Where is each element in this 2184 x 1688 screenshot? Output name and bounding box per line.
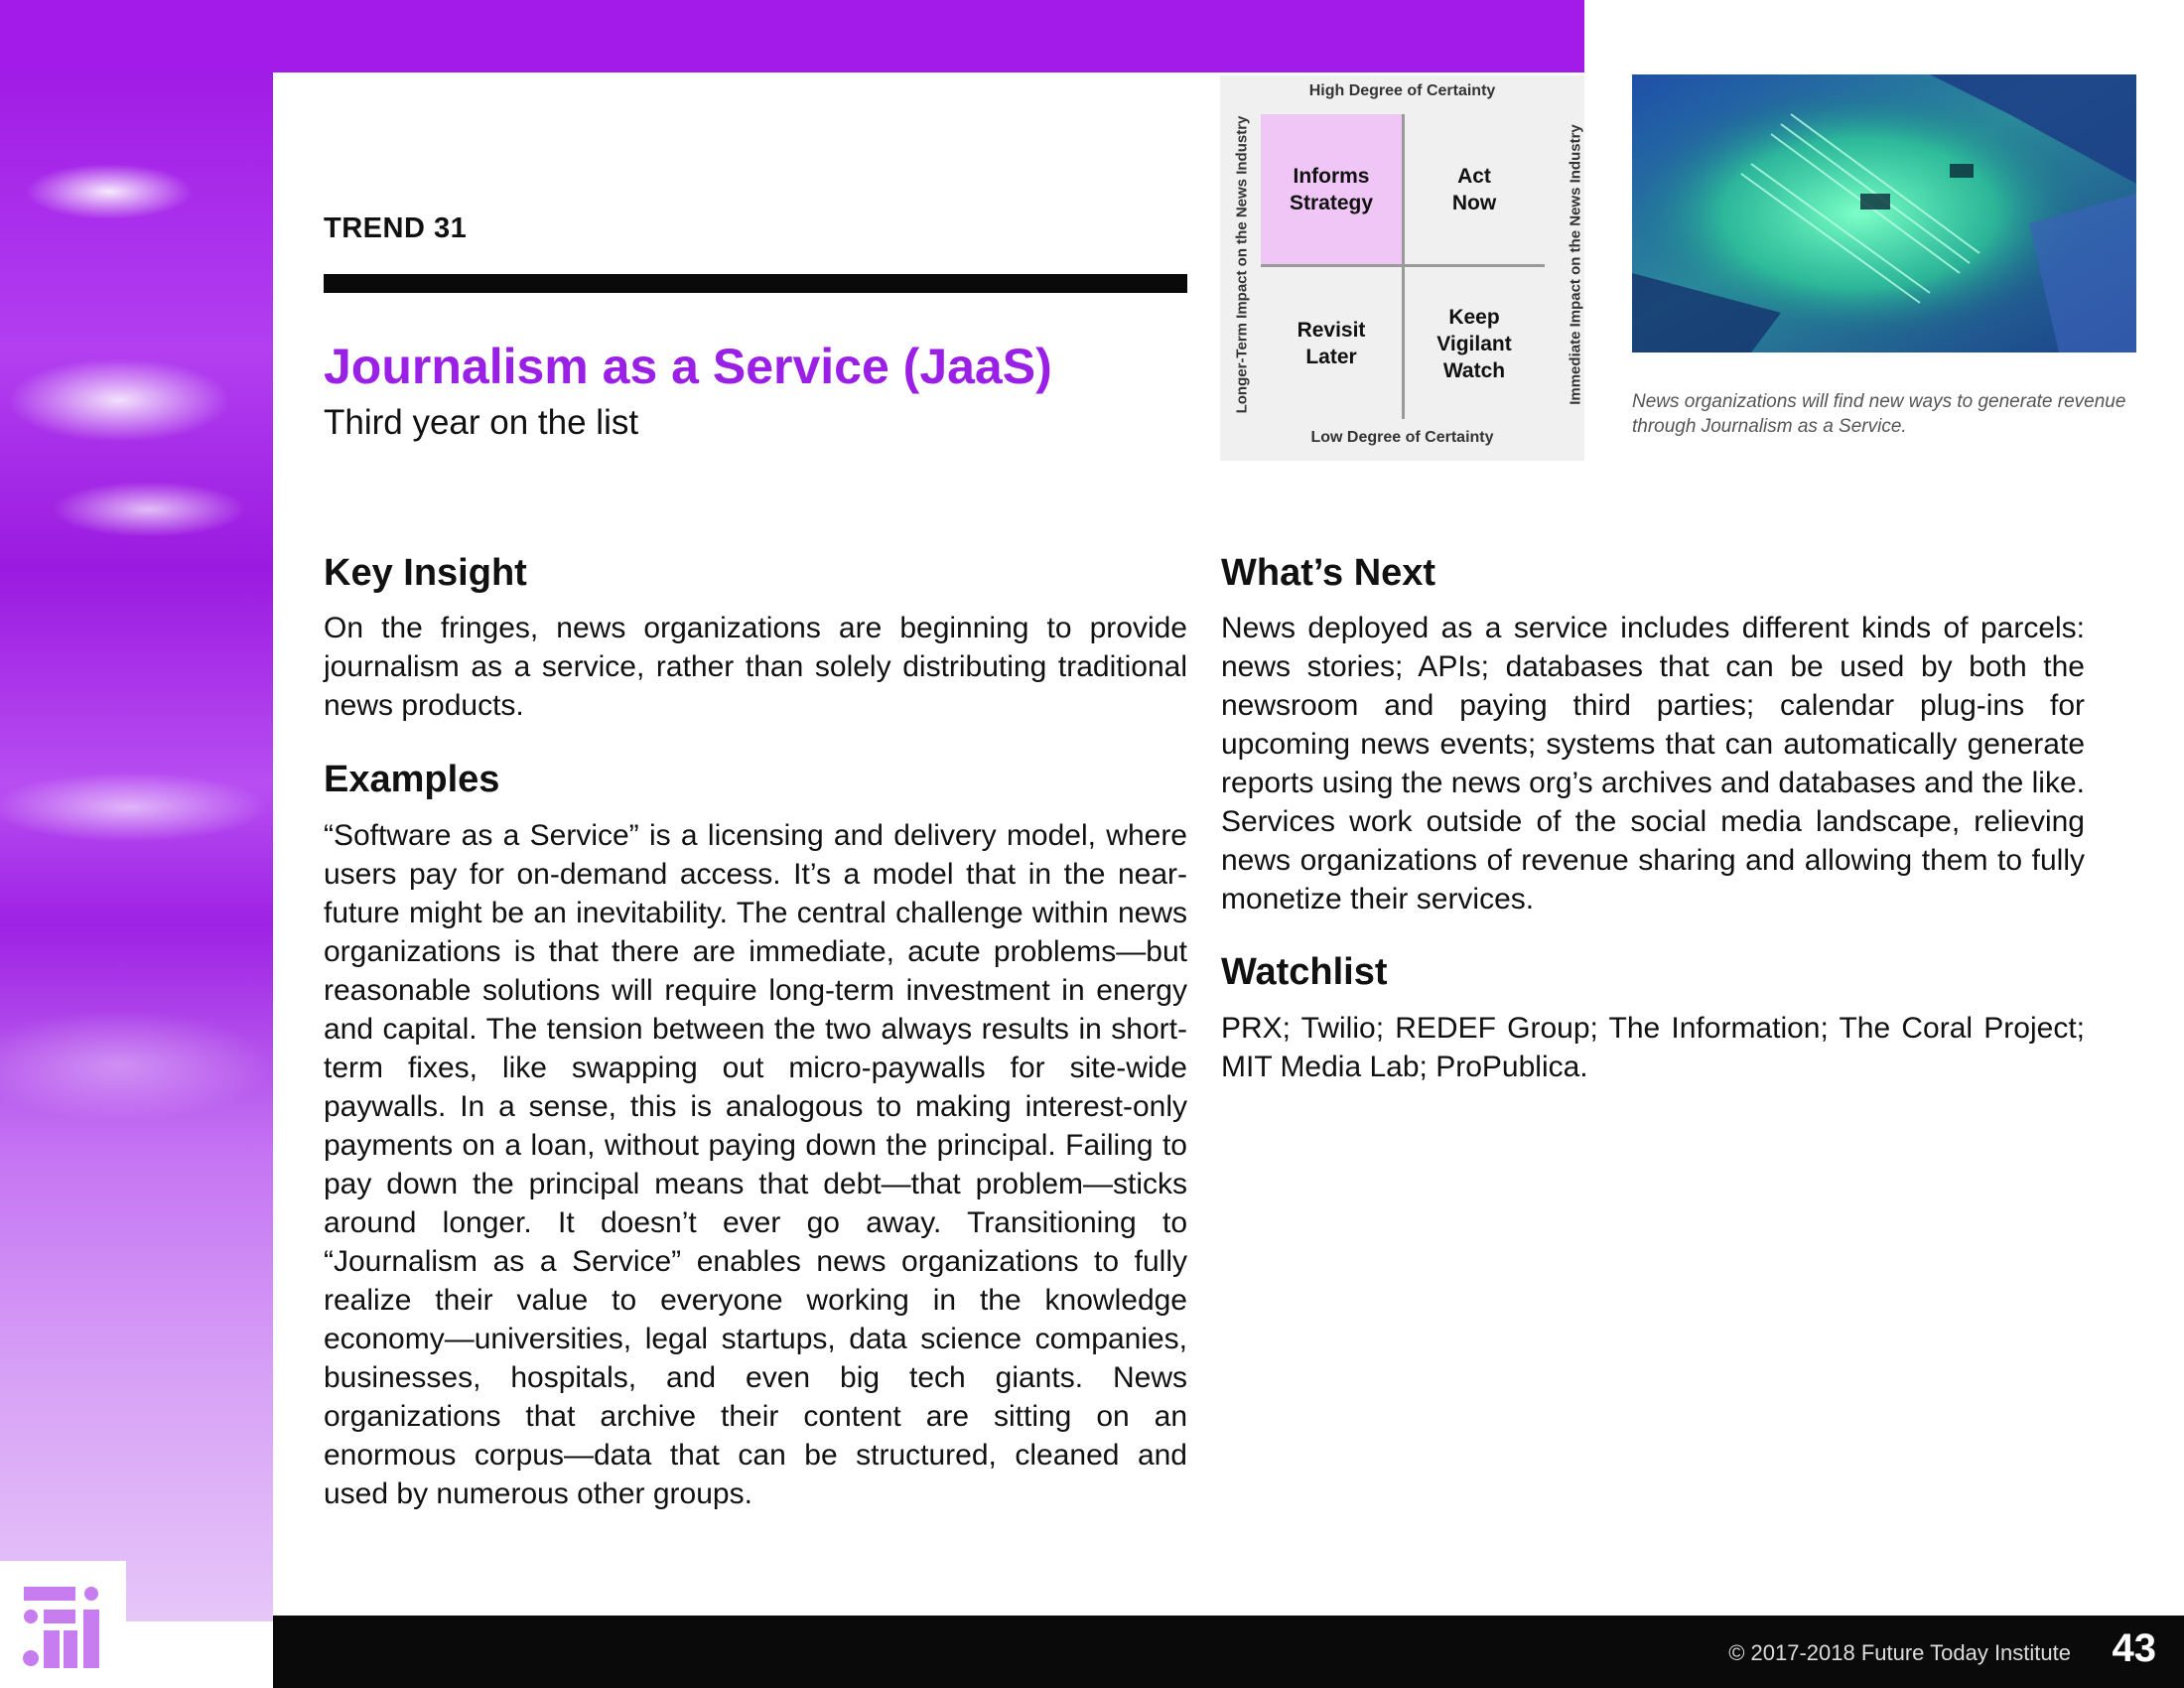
matrix-horizontal-divider	[1261, 264, 1545, 267]
matrix-bottom-label: Low Degree of Certainty	[1310, 429, 1494, 446]
whats-next-body: News deployed as a service includes different kinds of parcels: news stories; APIs; databases that can be used by both the newsroom and paying third parties; calendar plug-ins for upcoming news events; systems that can automatically generate reports using the news org’s archives and databases and the like. Services work outside of the social media landscape, relieving news organizations of revenue sharing and allowing them to fully monetize their services.	[1221, 612, 2085, 915]
matrix-cell-revisit-later: Revisit Later	[1297, 319, 1366, 368]
matrix-top-label: High Degree of Certainty	[1308, 82, 1496, 99]
matrix-right-label: Immediate Impact on the News Industry	[1567, 124, 1584, 405]
circuit-board-photo	[1632, 74, 2136, 352]
key-insight-heading: Key Insight	[324, 552, 527, 594]
page-subtitle: Third year on the list	[324, 403, 639, 442]
watchlist-body: PRX; Twilio; REDEF Group; The Information; The Coral Project; MIT Media Lab; ProPublica.	[1221, 1012, 2085, 1083]
fti-logo-icon	[22, 1587, 103, 1668]
page-title: Journalism as a Service (JaaS)	[324, 339, 1052, 394]
page-number: 43	[2112, 1626, 2156, 1670]
matrix-cell-keep-vigilant-watch: Keep Vigilant Watch	[1436, 305, 1512, 382]
top-purple-band	[0, 0, 1584, 72]
key-insight-body: On the fringes, news organizations are beginning to provide journalism as a service, rather than solely distributing traditional news products.	[324, 612, 1187, 722]
matrix-cell-informs-strategy: Informs Strategy	[1261, 114, 1402, 265]
sidebar-cloud-image	[0, 72, 273, 1621]
trend-divider	[324, 274, 1187, 293]
footer-copyright: © 2017-2018 Future Today Institute	[1728, 1640, 2071, 1665]
examples-heading: Examples	[324, 759, 500, 800]
image-caption: News organizations will find new ways to generate revenue through Journalism as a Service.	[1632, 391, 2126, 437]
matrix-left-label: Longer-Term Impact on the News Industry	[1233, 115, 1251, 414]
watchlist-heading: Watchlist	[1221, 951, 1388, 993]
examples-body: “Software as a Service” is a licensing and delivery model, where users pay for on-demand access. It’s a model that in the near-future might be an inevitability. The central challenge within news organizations is that there are immediate, acute problems—but reasonable solutions will require long-term investment in energy and capital. The tension between the two always results in short-term fixes, like swapping out micro-paywalls for site-wide paywalls. In a sense, this is analogous to making interest-only payments on a loan, without paying down the principal. Failing to pay down the principal means that debt—that problem—sticks around longer. It doesn’t ever go away. Transitioning to “Journalism as a Service” enables news organizations to fully realize their value to everyone working in the knowledge economy—universities, legal startups, data science companies, businesses, hospitals, and even big tech giants. News organizations that archive their content are sitting on an enormous corpus—data that can be structured, cleaned and used by numerous other groups.	[324, 819, 1187, 1510]
whats-next-heading: What’s Next	[1221, 552, 1436, 594]
matrix-cell-act-now: Act Now	[1451, 165, 1497, 214]
trend-label: TREND 31	[324, 212, 468, 244]
